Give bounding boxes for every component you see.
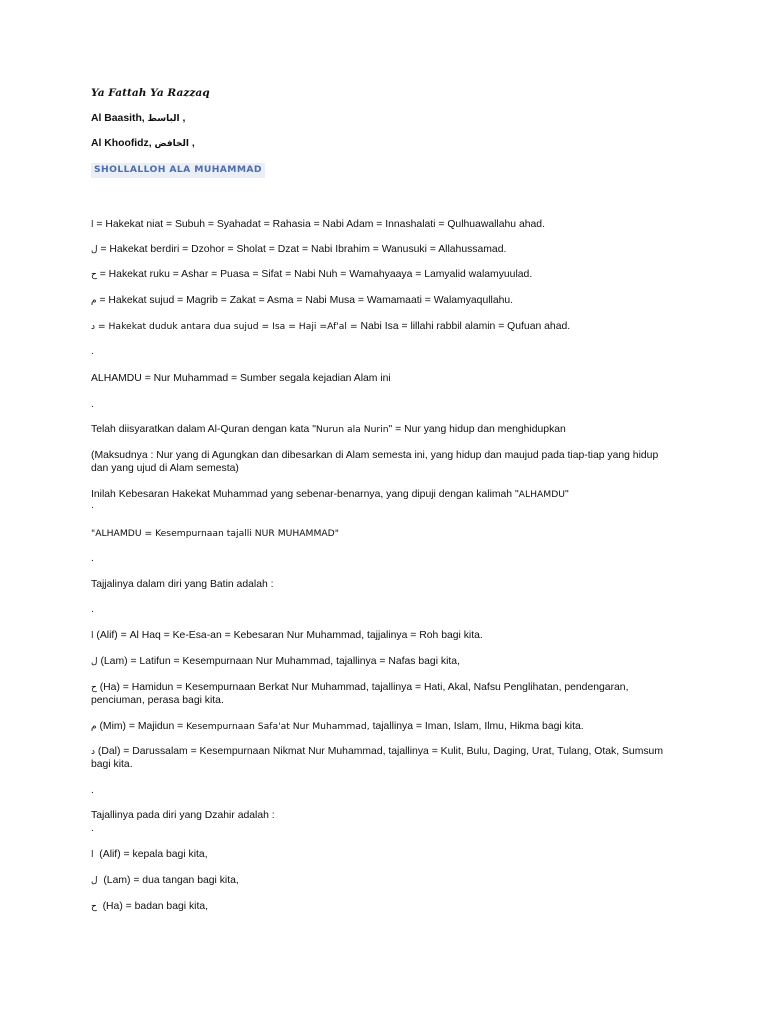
separator-dot: . bbox=[91, 604, 94, 615]
separator-dot: . bbox=[91, 785, 94, 796]
dzahir-lam-text: (Lam) = dua tangan bagi kita, bbox=[103, 875, 239, 886]
ha-line bbox=[91, 269, 672, 282]
dzahir-heading: Tajallinya pada diri yang Dzahir adalah : bbox=[91, 810, 275, 821]
separator-dot: . bbox=[91, 553, 94, 564]
inilah-text-c: " bbox=[565, 489, 569, 500]
batin-mim-text-b: Kesempurnaan Safa'at Nur Muhammad, bbox=[186, 721, 370, 732]
inilah-text-a: Inilah Kebesaran Hakekat Muhammad yang sebenar-benarnya, yang dipuji dengan kalimah " bbox=[91, 489, 519, 500]
dzahir-lam-letter: ل bbox=[91, 876, 98, 886]
alhamdu-line: ALHAMDU = Nur Muhammad = Sumber segala kejadian Alam ini bbox=[91, 373, 391, 384]
baasith-name: Al Baasith, bbox=[91, 113, 145, 124]
maksudnya-paragraph: (Maksudnya : Nur yang di Agungkan dan dibesarkan di Alam semesta ini, yang hidup dan maujud pada tiap-tiap yang hidup dan yang ujud di Alam semesta) bbox=[91, 450, 659, 474]
batin-mim-text-c: tajallinya = Iman, Islam, Ilmu, Hikma bagi kita. bbox=[369, 721, 584, 732]
separator-dot: . bbox=[91, 500, 94, 511]
dzahir-ha-line bbox=[91, 901, 672, 914]
batin-ha-line bbox=[91, 682, 672, 707]
baasith-line bbox=[91, 113, 672, 126]
baasith-arabic: الباسط bbox=[147, 114, 180, 124]
dal-line bbox=[91, 321, 672, 334]
telah-line bbox=[91, 424, 672, 437]
shollalloh-heading: SHOLLALLOH ALA MUHAMMAD bbox=[91, 163, 265, 178]
dal-text-a: = Hakekat duduk antara dua sujud = Isa = Haji =Af'al = bbox=[97, 321, 358, 332]
batin-alif-line bbox=[91, 630, 672, 643]
dzahir-alif-letter: ا bbox=[91, 850, 94, 860]
nurun-ala-nurin: Nurun ala Nurin bbox=[315, 424, 389, 435]
telah-text-a: Telah diisyaratkan dalam Al-Quran dengan kata " bbox=[91, 424, 316, 435]
dal-text-b: Nabi Isa = lillahi rabbil alamin = Qufuan ahad. bbox=[360, 321, 571, 332]
batin-mim-letter: م bbox=[91, 722, 97, 732]
mim-letter: م bbox=[91, 296, 97, 306]
telah-text-c: " = Nur yang hidup dan menghidupkan bbox=[388, 424, 566, 435]
batin-lam-letter: ل bbox=[91, 657, 98, 667]
document-title: Ya Fattah Ya Razzaq bbox=[91, 87, 210, 99]
alif-text: = Hakekat niat = Subuh = Syahadat = Rahasia = Nabi Adam = Innashalati = Qulhuawallahu ahad. bbox=[96, 219, 545, 230]
alif-letter: ا bbox=[91, 220, 94, 230]
dal-letter: د bbox=[91, 322, 96, 332]
separator-dot: . bbox=[91, 399, 94, 410]
alhamdu-quote: "ALHAMDU = Kesempurnaan tajalli NUR MUHAMMAD" bbox=[91, 528, 339, 539]
batin-alif-letter: ا bbox=[91, 631, 94, 641]
mim-text: = Hakekat sujud = Magrib = Zakat = Asma = Nabi Musa = Wamamaati = Walamyaqullahu. bbox=[99, 295, 514, 306]
batin-mim-text-a: (Mim) = Majidun = bbox=[99, 721, 187, 732]
ha-letter: ح bbox=[91, 270, 97, 280]
lam-line bbox=[91, 244, 672, 257]
batin-lam-line bbox=[91, 656, 672, 669]
batin-ha-letter: ح bbox=[91, 683, 97, 693]
dzahir-ha-letter: ح bbox=[91, 902, 97, 912]
batin-heading: Tajjalinya dalam diri yang Batin adalah : bbox=[91, 579, 274, 590]
dzahir-lam-line bbox=[91, 875, 672, 888]
batin-mim-line bbox=[91, 721, 672, 734]
baasith-tail: , bbox=[182, 113, 186, 124]
khoofidz-tail: , bbox=[191, 138, 195, 149]
ha-text: = Hakekat ruku = Ashar = Puasa = Sifat = Nabi Nuh = Wamahyaaya = Lamyalid walamyuulad. bbox=[99, 269, 533, 280]
khoofidz-line bbox=[91, 138, 672, 151]
mim-line bbox=[91, 295, 672, 308]
dzahir-ha-text: (Ha) = badan bagi kita, bbox=[102, 901, 209, 912]
batin-ha-text: (Ha) = Hamidun = Kesempurnaan Berkat Nur Muhammad, tajallinya = Hati, Akal, Nafsu Penglihatan, pendengaran, penciuman, perasa bagi kita. bbox=[91, 682, 629, 706]
separator-dot: . bbox=[91, 346, 94, 357]
batin-dal-letter: د bbox=[91, 747, 96, 757]
dzahir-alif-text: (Alif) = kepala bagi kita, bbox=[99, 849, 208, 860]
batin-alif-text: (Alif) = Al Haq = Ke-Esa-an = Kebesaran Nur Muhammad, tajjalinya = Roh bagi kita. bbox=[96, 630, 483, 641]
khoofidz-arabic: الخافض bbox=[154, 139, 190, 149]
batin-lam-text: (Lam) = Latifun = Kesempurnaan Nur Muhammad, tajallinya = Nafas bagi kita, bbox=[100, 656, 460, 667]
alif-line bbox=[91, 219, 672, 232]
dzahir-alif-line bbox=[91, 849, 672, 862]
khoofidz-name: Al Khoofidz, bbox=[91, 138, 152, 149]
lam-letter: ل bbox=[91, 245, 98, 255]
inilah-alhamdu: ALHAMDU bbox=[518, 489, 565, 500]
lam-text: = Hakekat berdiri = Dzohor = Sholat = Dzat = Nabi Ibrahim = Wanusuki = Allahussamad. bbox=[100, 244, 507, 255]
separator-dot: . bbox=[91, 823, 94, 834]
batin-dal-line bbox=[91, 746, 672, 771]
batin-dal-text: (Dal) = Darussalam = Kesempurnaan Nikmat Nur Muhammad, tajallinya = Kulit, Bulu, Daging, Urat, Tulang, Otak, Sumsum bagi kita. bbox=[91, 746, 663, 770]
